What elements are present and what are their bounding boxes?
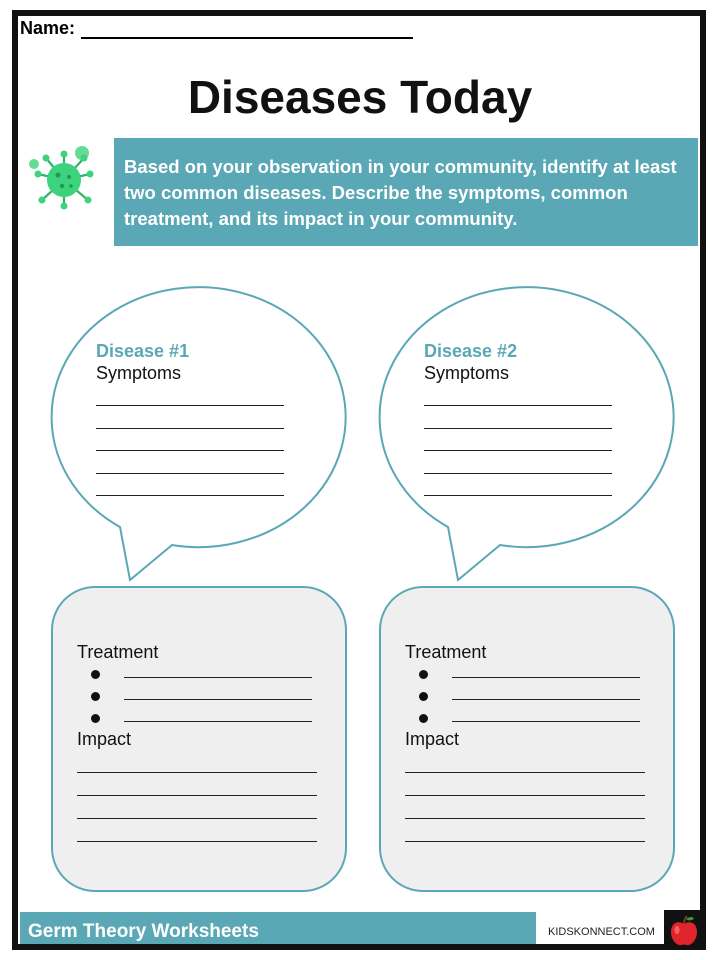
answer-line[interactable] [77,821,317,842]
answer-line[interactable] [452,664,640,678]
answer-line[interactable] [124,708,312,722]
disease-1-impact-label: Impact [77,729,132,749]
bullet-icon [91,670,100,679]
bullet-icon [91,714,100,723]
disease-1-heading: Disease #1 [96,341,190,361]
name-label: Name: [20,18,76,38]
answer-line[interactable] [77,798,317,819]
answer-line[interactable] [424,430,612,451]
answer-line[interactable] [96,408,284,429]
answer-line[interactable] [96,453,284,474]
page-title: Diseases Today [187,71,533,123]
answer-line[interactable] [124,664,312,678]
answer-line[interactable] [77,775,317,796]
bullet-icon [419,670,428,679]
disease-1-treatment-label: Treatment [77,642,159,662]
bullet-icon [91,692,100,701]
disease-1-details-box [51,586,347,892]
disease-2-details-box [379,586,675,892]
apple-logo-icon [664,910,704,950]
disease-2-heading: Disease #2 [424,341,518,361]
footer-site[interactable]: KIDSKONNECT.COM [548,926,655,938]
treatment-item [405,707,645,729]
treatment-item [77,663,317,685]
bullet-icon [419,714,428,723]
answer-line[interactable] [405,821,645,842]
answer-line[interactable] [424,385,612,406]
treatment-item [77,707,317,729]
answer-line[interactable] [424,453,612,474]
answer-line[interactable] [405,775,645,796]
answer-line[interactable] [96,385,284,406]
answer-line[interactable] [96,430,284,451]
footer-series-title: Germ Theory Worksheets [20,912,536,944]
treatment-item [405,685,645,707]
answer-line[interactable] [124,686,312,700]
answer-line[interactable] [424,475,612,496]
disease-1-symptoms [96,341,284,496]
answer-line[interactable] [405,798,645,819]
disease-2-impact-label: Impact [405,729,460,749]
answer-line[interactable] [77,752,317,773]
answer-line[interactable] [424,408,612,429]
disease-2-symptoms [424,341,612,496]
answer-line[interactable] [96,475,284,496]
treatment-item [405,663,645,685]
answer-line[interactable] [452,686,640,700]
bullet-icon [419,692,428,701]
treatment-item [77,685,317,707]
answer-line[interactable] [405,752,645,773]
disease-1-symptoms-label: Symptoms [96,363,182,383]
instruction-box: Based on your observation in your community, identify at least two common diseases. Describe the symptoms, common treatment, and its impact in your community. [114,138,698,246]
disease-2-symptoms-label: Symptoms [424,363,510,383]
disease-2-treatment-label: Treatment [405,642,487,662]
answer-line[interactable] [452,708,640,722]
